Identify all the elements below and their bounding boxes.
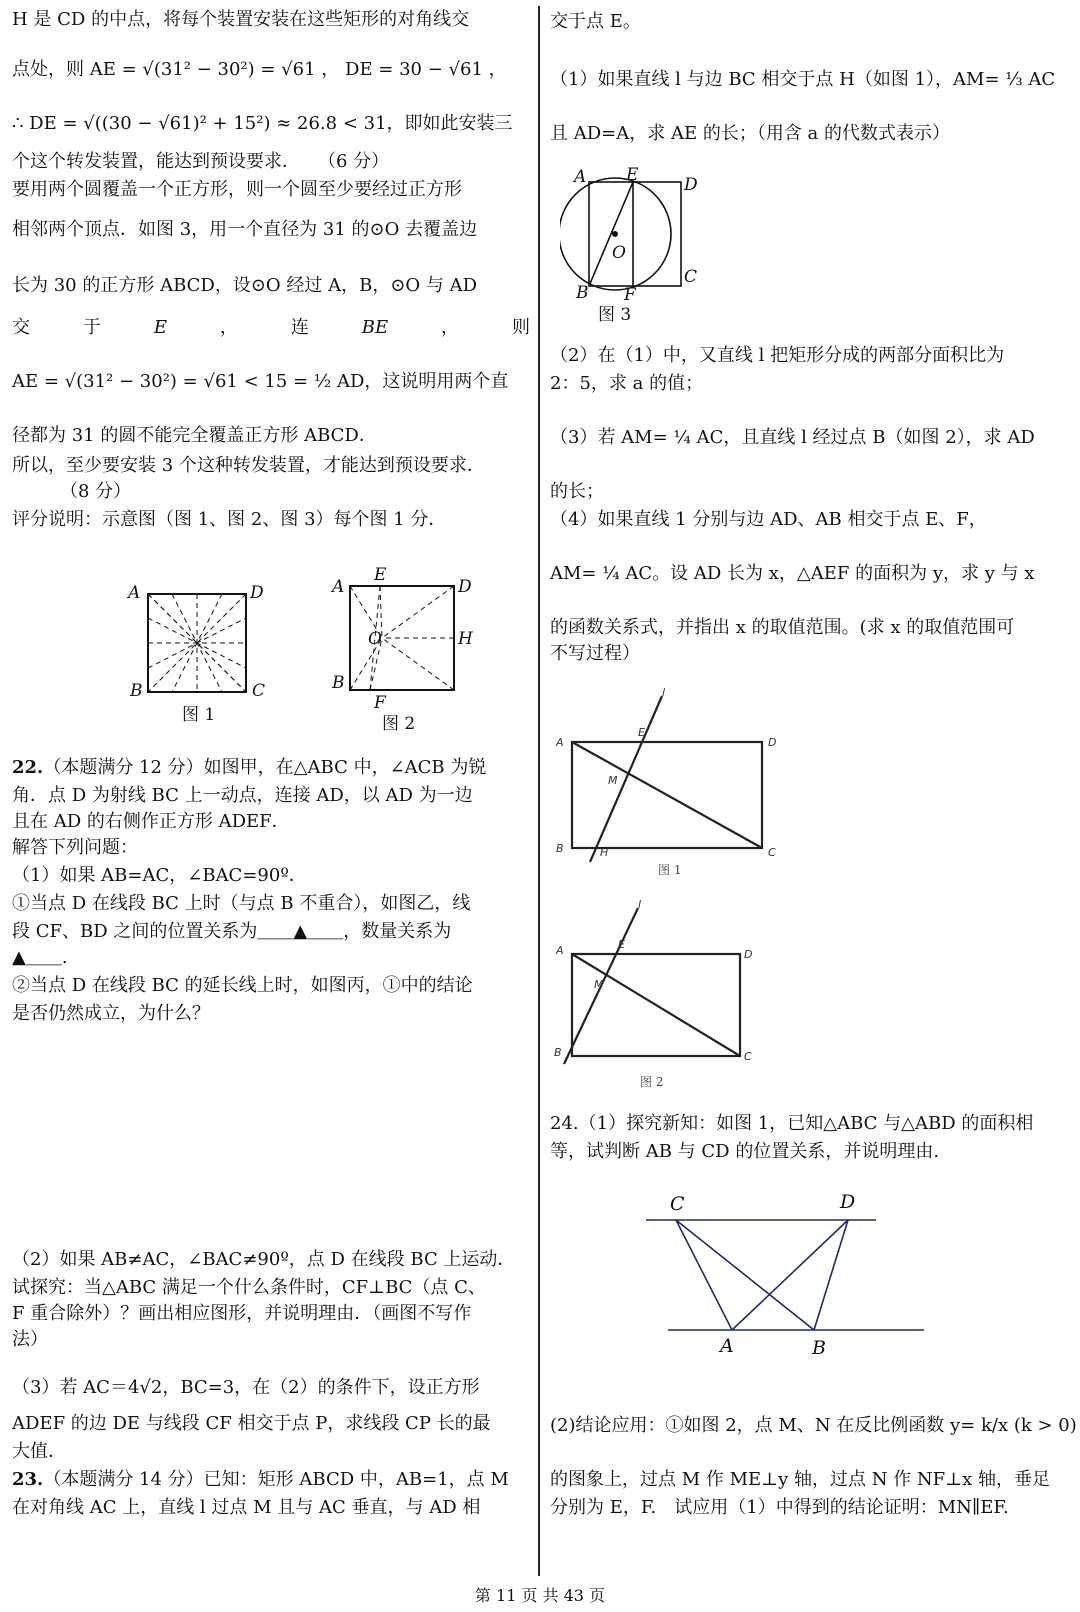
label-a: A [556, 736, 564, 749]
fig2-caption: 图 2 [382, 714, 416, 734]
text-line: 交于点 E。 [550, 11, 641, 32]
figure-rect-2 [554, 896, 784, 1092]
q23-number: 23. [12, 1469, 44, 1490]
text-line: 的图象上，过点 M 作 ME⊥y 轴，过点 N 作 NF⊥x 轴，垂足 [550, 1469, 1050, 1490]
text-line: ADEF 的边 DE 与线段 CF 相交于点 P，求线段 CP 长的最 [12, 1413, 491, 1434]
text-line: ①当点 D 在线段 BC 上时（与点 B 不重合），如图乙，线 [12, 893, 471, 914]
text-line: （2）在（1）中，又直线 l 把矩形分成的两部分面积比为 [550, 345, 1005, 366]
text-line: （3）若 AM= ¼ AC，且直线 l 经过点 B（如图 2），求 AD [550, 427, 1035, 448]
word: E [153, 317, 167, 338]
text-line: 评分说明：示意图（图 1、图 2、图 3）每个图 1 分． [12, 509, 447, 530]
text-line: 个这个转发装置，能达到预设要求． （6 分） [12, 151, 390, 172]
word: 连 [290, 317, 309, 338]
label-d: D [744, 948, 753, 961]
label-f: F [374, 693, 386, 713]
text-line: 法） [12, 1329, 48, 1350]
fig1-caption: 图 1 [182, 705, 216, 725]
label-a: A [720, 1335, 734, 1357]
text-line: （2）如果 AB≠AC，∠BAC≠90º，点 D 在线段 BC 上运动． [12, 1249, 516, 1270]
label-b: B [556, 842, 564, 855]
text-line: 分别为 E，F. 试应用（1）中得到的结论证明：MN∥EF. [550, 1497, 1009, 1518]
label-b: B [812, 1337, 826, 1359]
text-line: 长为 30 的正方形 ABCD，设⊙O 经过 A，B，⊙O 与 AD [12, 275, 478, 296]
text-line: (2)结论应用：①如图 2，点 M、N 在反比例函数 y= k/x (k > 0) [550, 1415, 1077, 1436]
text-line: 且 AD=A，求 AE 的长；（用含 a 的代数式表示） [550, 123, 950, 144]
spaced-line [12, 316, 530, 340]
text-line: 段 CF、BD 之间的位置关系为＿＿▲＿＿，数量关系为 [12, 921, 452, 942]
text-line: 在对角线 AC 上，直线 l 过点 M 且与 AC 垂直，与 AD 相 [12, 1497, 481, 1518]
label-f: F [624, 285, 636, 305]
text-line: 径都为 31 的圆不能完全覆盖正方形 ABCD． [12, 425, 377, 446]
label-d: D [458, 577, 472, 597]
text-line: 试探究：当△ABC 满足一个什么条件时，CF⊥BC（点 C、 [12, 1277, 486, 1298]
text-line: （1）如果直线 l 与边 BC 相交于点 H（如图 1），AM= ⅓ AC [550, 69, 1056, 90]
label-m: M [608, 774, 618, 787]
word: 交 [12, 317, 30, 338]
text-line: 2：5，求 a 的值； [550, 373, 704, 394]
text-line: 的函数关系式，并指出 x 的取值范围。(求 x 的取值范围可 [550, 617, 1015, 638]
text: （本题满分 12 分）如图甲，在△ABC 中，∠ACB 为锐 [43, 757, 487, 778]
label-d: D [250, 583, 264, 603]
label-b: B [332, 673, 345, 693]
text-line: ▲＿＿. [12, 947, 68, 968]
label-a: A [128, 583, 141, 603]
fig3-caption: 图 3 [598, 305, 632, 325]
text-line: 且在 AD 的右侧作正方形 ADEF． [12, 811, 290, 832]
word: ， [219, 317, 238, 338]
figure-rect-1 [550, 686, 790, 882]
label-h: H [600, 846, 609, 859]
text-line: 解答下列问题： [12, 837, 138, 858]
word: BE [361, 317, 389, 338]
label-m: M [594, 978, 604, 991]
q23-line [12, 1468, 530, 1492]
label-o: O [368, 629, 382, 649]
label-d: D [768, 736, 777, 749]
figure-1 [124, 576, 284, 726]
figure-3-circle [560, 162, 720, 332]
label-b: B [554, 1046, 562, 1059]
text-line: 不写过程） [550, 643, 640, 664]
label-b: B [130, 681, 143, 701]
label-a: A [332, 577, 345, 597]
label-o: O [612, 243, 626, 263]
label-d: D [684, 175, 698, 195]
label-c: C [670, 1193, 685, 1215]
label-c: C [768, 846, 776, 859]
text-line: （4）如果直线 1 分别与边 AD、AB 相交于点 E、F， [550, 509, 987, 530]
text-line: AE = √(31² − 30²) = √61 < 15 = ½ AD，这说明用两个直 [12, 371, 509, 392]
label-b: B [576, 283, 589, 303]
text-line: 所以，至少要安装 3 个这种转发装置，才能达到预设要求． [12, 455, 485, 476]
text-line: （3）若 AC＝4√2，BC=3，在（2）的条件下，设正方形 [12, 1377, 480, 1398]
text-line: 是否仍然成立，为什么？ [12, 1003, 210, 1024]
label-a: A [556, 944, 564, 957]
text-line: H 是 CD 的中点，将每个装置安装在这些矩形的对角线交 [12, 9, 470, 30]
label-e: E [638, 726, 645, 739]
text-line: （8 分） [60, 481, 132, 502]
text-line: 点处，则 AE = √(31² − 30²) = √61 ， DE = 30 − √61 ， [12, 59, 507, 80]
word: ， [441, 317, 460, 338]
label-a: A [574, 167, 587, 187]
q22-number: 22. [12, 757, 44, 778]
text-line: 等，试判断 AB 与 CD 的位置关系，并说明理由. [550, 1141, 940, 1162]
figR2-caption: 图 2 [640, 1075, 664, 1089]
text-line: 要用两个圆覆盖一个正方形，则一个圆至少要经过正方形 [12, 179, 462, 200]
page-footer: 第 11 页 共 43 页 [474, 1586, 606, 1605]
text-line: 角．点 D 为射线 BC 上一动点，连接 AD，以 AD 为一边 [12, 785, 473, 806]
text: （本题满分 14 分）已知：矩形 ABCD 中，AB=1，点 M [43, 1469, 509, 1490]
text-line: 24.（1）探究新知：如图 1，已知△ABC 与△ABD 的面积相 [550, 1113, 1034, 1134]
label-e: E [618, 938, 625, 951]
label-c: C [684, 267, 698, 287]
square-abcd [350, 586, 454, 690]
text-line: F 重合除外）？画出相应图形，并说明理由．（画图不写作 [12, 1303, 472, 1324]
label-l: l [638, 898, 642, 911]
text-line: AM= ¼ AC。设 AD 长为 x，△AEF 的面积为 y，求 y 与 x [550, 563, 1035, 584]
figure-2 [322, 564, 492, 734]
word: 于 [82, 317, 101, 338]
label-h: H [458, 629, 473, 649]
text-line: 大值． [12, 1441, 66, 1462]
label-d: D [840, 1191, 856, 1213]
column-divider [538, 6, 540, 1576]
label-l: l [662, 686, 666, 699]
text-line: 的长； [550, 481, 604, 502]
text-line: （1）如果 AB=AC，∠BAC=90º． [12, 865, 307, 886]
label-c: C [252, 681, 266, 701]
text-line: 相邻两个顶点．如图 3，用一个直径为 31 的⊙O 去覆盖边 [12, 219, 478, 240]
label-e: E [626, 165, 639, 185]
text-line: ∴ DE = √((30 − √61)² + 15²) ≈ 26.8 < 31，即如此安装三 [12, 113, 513, 134]
text-line: ②当点 D 在线段 BC 的延长线上时，如图丙，①中的结论 [12, 975, 473, 996]
label-e: E [374, 565, 387, 585]
word: 则 [511, 317, 530, 338]
figure-q24-parallel [640, 1180, 940, 1370]
figR1-caption: 图 1 [658, 863, 682, 877]
q22-line [12, 756, 530, 780]
label-c: C [744, 1050, 752, 1063]
